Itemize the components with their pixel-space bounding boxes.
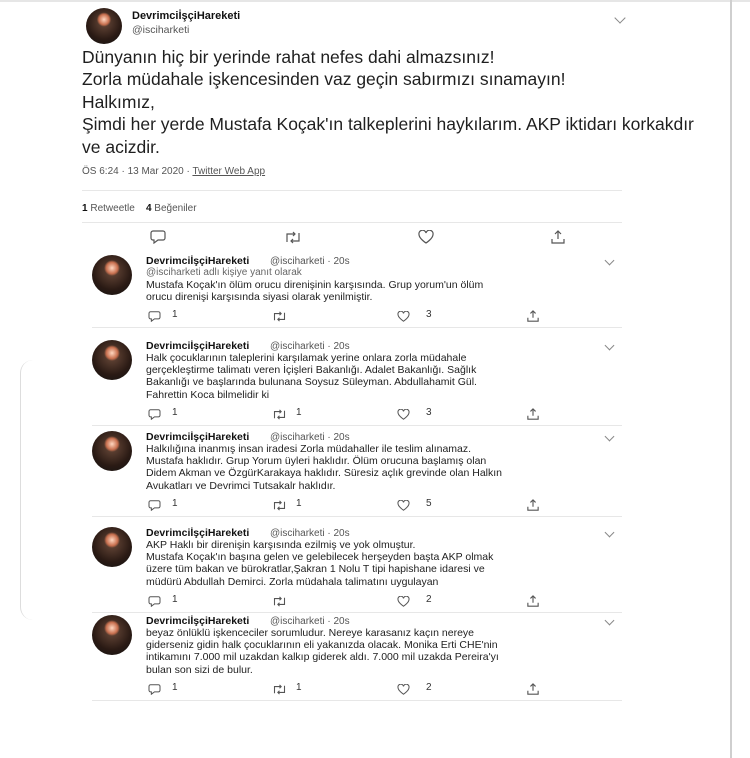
reply-text: Halkılığına inanmış insan iradesi Zorla müdahaller ile teslim alınamaz. Mustafa haklıdır. Grup Yorum üyleri haklıdır. Ölüm orucuna başlamış olan Didem Akman ve ÖzgürKarakaya haklıdır. Süresiz açlık grevinde olan Halkın Avukatları ve Devrimci Tutsakalr haklıdır. [146, 443, 503, 492]
like-count[interactable]: 4 [145, 203, 152, 214]
heart-icon[interactable] [397, 682, 410, 700]
retweet-icon[interactable] [272, 498, 287, 516]
retweet-icon[interactable] [272, 407, 287, 425]
avatar[interactable] [86, 8, 122, 44]
avatar[interactable] [92, 255, 132, 295]
reply-handle-time[interactable]: @isciharketi · 20s [270, 616, 350, 627]
retweet-icon[interactable] [272, 309, 287, 327]
retweet-icon[interactable] [272, 594, 287, 612]
retweet-icon[interactable] [284, 231, 302, 244]
divider [92, 516, 622, 517]
chevron-down-icon[interactable] [605, 256, 615, 266]
scan-top-edge [0, 0, 750, 2]
heart-icon[interactable] [397, 407, 410, 425]
heart-icon[interactable] [418, 230, 434, 244]
tweet-source-link[interactable]: Twitter Web App [192, 166, 266, 177]
reply-count: 1 [172, 309, 178, 321]
share-icon[interactable] [551, 230, 565, 244]
like-count: 3 [426, 406, 432, 418]
divider [92, 612, 622, 613]
reply-handle-time[interactable]: @isciharketi · 20s [270, 528, 350, 539]
divider [82, 222, 622, 223]
retweet-count[interactable]: 1 [82, 203, 88, 214]
reply-handle-time[interactable]: @isciharketi · 20s [270, 256, 350, 267]
reply-count: 1 [172, 593, 178, 605]
like-label[interactable]: Beğeniler [154, 203, 197, 214]
reply-text: Mustafa Koçak'ın ölüm orucu direnişinin karşısında. Grup yorum'un ölüm orucu direnişi karşısında siyasi olarak yenilmiştir. [146, 279, 484, 304]
reply-to-label[interactable]: @isciharketi adlı kişiye yanıt olarak [146, 267, 302, 278]
avatar-flame [104, 260, 120, 276]
reply-icon[interactable] [148, 407, 161, 425]
like-count: 2 [426, 593, 432, 605]
reply-author-name[interactable]: DevrimciİşçiHareketi [146, 527, 250, 539]
reply-author-name[interactable]: DevrimciİşçiHareketi [146, 340, 250, 352]
retweet-count: 1 [296, 681, 302, 693]
reply-icon[interactable] [148, 682, 161, 700]
divider [92, 425, 622, 426]
reply-author-name[interactable]: DevrimciİşçiHareketi [146, 431, 250, 443]
share-icon[interactable] [527, 498, 539, 516]
reply-icon[interactable] [150, 230, 166, 244]
avatar-flame [104, 345, 120, 361]
avatar-flame [104, 532, 120, 548]
reply-text: AKP Haklı bir direnişin karşısında ezilmiş ve yok olmuştur. Mustafa Koçak'ın başına gelen ve gelebilecek herşeyden başta AKP olmak üzere tüm bakan ve bürokratlar,Şakran 1 Nolu T tipi hapishane idaresi ve müdürü Abdullah Demirci. Zorla müdahala talimatını uygulayan [146, 539, 494, 588]
divider [82, 190, 622, 191]
tweet-stats [82, 203, 197, 214]
scan-right-edge [730, 0, 732, 758]
chevron-down-icon[interactable] [614, 12, 625, 23]
author-handle[interactable]: @isciharketi [132, 24, 190, 36]
scan-left-edge [20, 360, 33, 620]
avatar[interactable] [92, 615, 132, 655]
retweet-count: 1 [296, 406, 302, 418]
avatar-flame [104, 620, 120, 636]
tweet-time: ÖS 6:24 · 13 Mar 2020 · [82, 166, 193, 177]
share-icon[interactable] [527, 309, 539, 327]
retweet-icon[interactable] [272, 682, 287, 700]
tweet-text: Dünyanın hiç bir yerinde rahat nefes dahi almazsınız! Zorla müdahale işkencesinden vaz geçin sabırmızı sınamayın! Halkımız, Şimdi her yerde Mustafa Koçak'ın talkeplerini haykılarım. AKP iktidarı korkakdır ve acizdir. [82, 47, 694, 157]
avatar-caption [89, 30, 119, 36]
chevron-down-icon[interactable] [605, 528, 615, 538]
like-count: 2 [426, 681, 432, 693]
reply-text: beyaz önlüklü işkenceciler sorumludur. Nereye karasanız kaçın nereye giderseniz gidin halk çocuklarının eli yakanızda olacak. Monika Erti CHE'nin intikamını 7.000 mil uzakdan kalkıp giderek aldı. 7.000 mil uzakda Pereira'yı bulan son sizi de bulur. [146, 627, 499, 676]
tweet-timestamp [82, 166, 265, 177]
reply-count: 1 [172, 406, 178, 418]
reply-author-name[interactable]: DevrimciİşçiHareketi [146, 615, 250, 627]
avatar[interactable] [92, 340, 132, 380]
reply-author-name[interactable]: DevrimciİşçiHareketi [146, 255, 250, 267]
share-icon[interactable] [527, 594, 539, 612]
author-name[interactable]: DevrimciİşçiHareketi [132, 10, 241, 22]
reply-text: Halk çocuklarının taleplerini karşılamak yerine onlara zorla müdahale gerçekleştirme talimatı veren İçişleri Bakanlığı. Adalet Bakanlığı. Sağlık Bakanlığı ve başlarında bulunana Soysuz Süleyman. Abdullahamit Gül. Fahrettin Koca bilmelidir ki [146, 352, 477, 401]
heart-icon[interactable] [397, 309, 410, 327]
reply-count: 1 [172, 681, 178, 693]
chevron-down-icon[interactable] [605, 341, 615, 351]
like-count: 5 [426, 497, 432, 509]
divider [92, 700, 622, 701]
retweet-label[interactable]: Retweetle [90, 203, 135, 214]
share-icon[interactable] [527, 407, 539, 425]
reply-icon[interactable] [148, 309, 161, 327]
reply-icon[interactable] [148, 498, 161, 516]
share-icon[interactable] [527, 682, 539, 700]
retweet-count: 1 [296, 497, 302, 509]
avatar-flame [97, 12, 111, 26]
chevron-down-icon[interactable] [605, 432, 615, 442]
avatar[interactable] [92, 431, 132, 471]
chevron-down-icon[interactable] [605, 616, 615, 626]
heart-icon[interactable] [397, 498, 410, 516]
divider [92, 327, 622, 328]
avatar[interactable] [92, 527, 132, 567]
avatar-flame [104, 436, 120, 452]
reply-handle-time[interactable]: @isciharketi · 20s [270, 341, 350, 352]
reply-handle-time[interactable]: @isciharketi · 20s [270, 432, 350, 443]
reply-count: 1 [172, 497, 178, 509]
heart-icon[interactable] [397, 594, 410, 612]
like-count: 3 [426, 309, 432, 321]
reply-icon[interactable] [148, 594, 161, 612]
